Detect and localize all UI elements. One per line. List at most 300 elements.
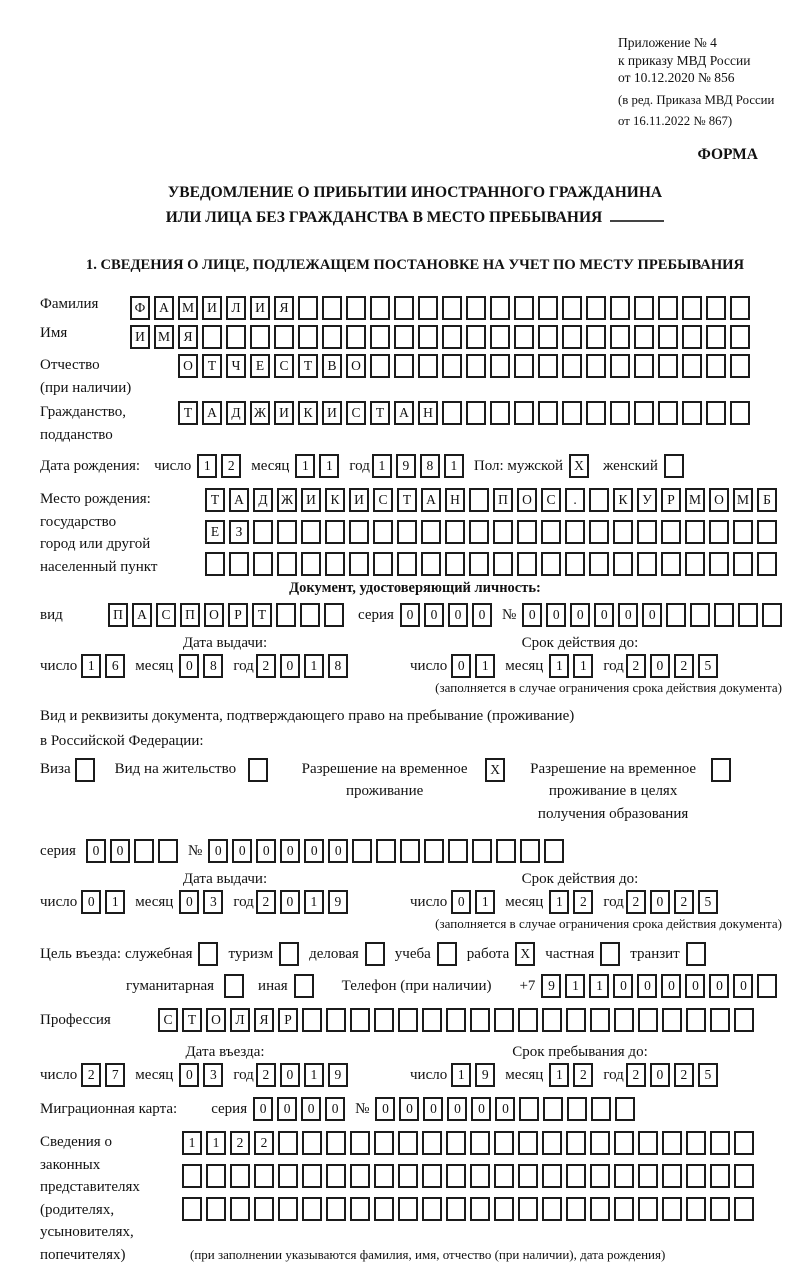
form-cell[interactable]: 5 (698, 654, 718, 678)
form-cell[interactable] (442, 296, 462, 320)
form-cell[interactable] (134, 839, 154, 863)
form-cell[interactable]: 9 (475, 1063, 495, 1087)
form-cell[interactable]: А (202, 401, 222, 425)
form-cell[interactable] (661, 520, 681, 544)
form-cell[interactable]: Т (182, 1008, 202, 1032)
form-cell[interactable] (638, 1131, 658, 1155)
form-cell[interactable]: 0 (448, 603, 468, 627)
form-cell[interactable] (466, 354, 486, 378)
form-cell[interactable]: А (229, 488, 249, 512)
form-cell[interactable]: О (517, 488, 537, 512)
form-cell[interactable] (638, 1008, 658, 1032)
form-cell[interactable] (686, 1131, 706, 1155)
form-cell[interactable]: 0 (280, 654, 300, 678)
form-cell[interactable] (254, 1197, 274, 1221)
form-cell[interactable]: 2 (626, 890, 646, 914)
form-cell[interactable] (437, 942, 457, 966)
form-cell[interactable] (706, 325, 726, 349)
form-cell[interactable] (730, 325, 750, 349)
form-cell[interactable] (494, 1008, 514, 1032)
form-cell[interactable] (662, 1197, 682, 1221)
form-cell[interactable] (205, 552, 225, 576)
form-cell[interactable]: 0 (301, 1097, 321, 1121)
form-cell[interactable] (682, 354, 702, 378)
form-cell[interactable] (446, 1008, 466, 1032)
form-cell[interactable] (614, 1131, 634, 1155)
form-cell[interactable]: 0 (280, 890, 300, 914)
form-cell[interactable]: Т (298, 354, 318, 378)
form-cell[interactable]: 0 (400, 603, 420, 627)
form-cell[interactable] (324, 603, 344, 627)
form-cell[interactable] (248, 758, 268, 782)
form-cell[interactable] (394, 296, 414, 320)
form-cell[interactable] (365, 942, 385, 966)
form-cell[interactable]: 2 (256, 1063, 276, 1087)
form-cell[interactable]: 2 (674, 1063, 694, 1087)
form-cell[interactable] (253, 520, 273, 544)
form-cell[interactable]: 2 (573, 1063, 593, 1087)
form-cell[interactable] (706, 296, 726, 320)
form-cell[interactable]: Ч (226, 354, 246, 378)
form-cell[interactable] (634, 296, 654, 320)
form-cell[interactable] (418, 354, 438, 378)
form-cell[interactable]: Д (253, 488, 273, 512)
form-cell[interactable] (542, 1164, 562, 1188)
form-cell[interactable]: 0 (328, 839, 348, 863)
form-cell[interactable]: 2 (626, 654, 646, 678)
form-cell[interactable]: 1 (304, 1063, 324, 1087)
form-cell[interactable] (75, 758, 95, 782)
form-cell[interactable] (638, 1164, 658, 1188)
form-cell[interactable]: 0 (256, 839, 276, 863)
form-cell[interactable] (637, 552, 657, 576)
form-cell[interactable] (325, 520, 345, 544)
form-cell[interactable]: 1 (475, 654, 495, 678)
form-cell[interactable]: 2 (256, 890, 276, 914)
form-cell[interactable]: 0 (637, 974, 657, 998)
form-cell[interactable] (374, 1164, 394, 1188)
form-cell[interactable]: 1 (105, 890, 125, 914)
form-cell[interactable] (202, 325, 222, 349)
form-cell[interactable]: 3 (203, 890, 223, 914)
form-cell[interactable]: Т (252, 603, 272, 627)
form-cell[interactable] (658, 401, 678, 425)
form-cell[interactable] (466, 401, 486, 425)
form-cell[interactable]: О (709, 488, 729, 512)
form-cell[interactable] (600, 942, 620, 966)
form-cell[interactable] (538, 401, 558, 425)
form-cell[interactable] (586, 354, 606, 378)
form-cell[interactable] (590, 1008, 610, 1032)
form-cell[interactable] (374, 1197, 394, 1221)
form-cell[interactable]: 2 (674, 890, 694, 914)
form-cell[interactable]: 2 (573, 890, 593, 914)
form-cell[interactable]: 1 (589, 974, 609, 998)
form-cell[interactable] (757, 974, 777, 998)
form-cell[interactable]: 2 (81, 1063, 101, 1087)
form-cell[interactable] (326, 1008, 346, 1032)
form-cell[interactable]: 0 (280, 839, 300, 863)
form-cell[interactable]: 1 (549, 890, 569, 914)
form-cell[interactable] (738, 603, 758, 627)
form-cell[interactable] (445, 552, 465, 576)
form-cell[interactable] (614, 1197, 634, 1221)
form-cell[interactable] (490, 354, 510, 378)
form-cell[interactable] (346, 325, 366, 349)
form-cell[interactable]: 2 (674, 654, 694, 678)
form-cell[interactable] (565, 552, 585, 576)
form-cell[interactable]: 0 (570, 603, 590, 627)
form-cell[interactable]: 1 (549, 654, 569, 678)
form-cell[interactable]: М (154, 325, 174, 349)
form-cell[interactable] (230, 1197, 250, 1221)
form-cell[interactable] (710, 1164, 730, 1188)
form-cell[interactable] (538, 354, 558, 378)
form-cell[interactable] (514, 325, 534, 349)
form-cell[interactable]: 2 (254, 1131, 274, 1155)
form-cell[interactable]: Е (205, 520, 225, 544)
form-cell[interactable] (182, 1164, 202, 1188)
form-cell[interactable] (730, 296, 750, 320)
form-cell[interactable]: В (322, 354, 342, 378)
form-cell[interactable] (326, 1164, 346, 1188)
form-cell[interactable] (490, 296, 510, 320)
form-cell[interactable]: Б (757, 488, 777, 512)
form-cell[interactable]: 0 (110, 839, 130, 863)
form-cell[interactable]: 1 (206, 1131, 226, 1155)
form-cell[interactable] (514, 296, 534, 320)
form-cell[interactable] (706, 401, 726, 425)
form-cell[interactable] (685, 520, 705, 544)
form-cell[interactable]: . (565, 488, 585, 512)
form-cell[interactable]: 0 (451, 654, 471, 678)
form-cell[interactable] (494, 1164, 514, 1188)
form-cell[interactable] (514, 354, 534, 378)
form-cell[interactable] (422, 1008, 442, 1032)
form-cell[interactable]: 9 (328, 890, 348, 914)
form-cell[interactable] (662, 1008, 682, 1032)
form-cell[interactable] (682, 401, 702, 425)
form-cell[interactable] (424, 839, 444, 863)
form-cell[interactable] (520, 839, 540, 863)
form-cell[interactable] (346, 296, 366, 320)
form-cell[interactable]: 0 (179, 890, 199, 914)
form-cell[interactable] (277, 520, 297, 544)
form-cell[interactable] (472, 839, 492, 863)
form-cell[interactable] (586, 296, 606, 320)
form-cell[interactable] (686, 1008, 706, 1032)
form-cell[interactable] (544, 839, 564, 863)
form-cell[interactable]: 0 (81, 890, 101, 914)
form-cell[interactable]: 0 (423, 1097, 443, 1121)
form-cell[interactable] (709, 520, 729, 544)
form-cell[interactable]: Ж (277, 488, 297, 512)
form-cell[interactable] (470, 1197, 490, 1221)
form-cell[interactable] (469, 520, 489, 544)
form-cell[interactable] (589, 520, 609, 544)
form-cell[interactable] (350, 1197, 370, 1221)
form-cell[interactable] (666, 603, 686, 627)
form-cell[interactable] (198, 942, 218, 966)
form-cell[interactable] (422, 1164, 442, 1188)
form-cell[interactable]: Р (661, 488, 681, 512)
form-cell[interactable] (733, 552, 753, 576)
form-cell[interactable] (421, 552, 441, 576)
form-cell[interactable] (277, 552, 297, 576)
form-cell[interactable] (730, 354, 750, 378)
form-cell[interactable] (538, 325, 558, 349)
form-cell[interactable]: 0 (280, 1063, 300, 1087)
form-cell[interactable]: 0 (650, 1063, 670, 1087)
form-cell[interactable] (710, 1131, 730, 1155)
form-cell[interactable] (494, 1197, 514, 1221)
form-cell[interactable] (565, 520, 585, 544)
form-cell[interactable]: 0 (613, 974, 633, 998)
form-cell[interactable] (302, 1164, 322, 1188)
form-cell[interactable] (686, 1197, 706, 1221)
form-cell[interactable]: 1 (549, 1063, 569, 1087)
form-cell[interactable] (325, 552, 345, 576)
form-cell[interactable] (370, 354, 390, 378)
form-cell[interactable]: О (204, 603, 224, 627)
form-cell[interactable] (591, 1097, 611, 1121)
form-cell[interactable]: Л (230, 1008, 250, 1032)
form-cell[interactable]: И (202, 296, 222, 320)
form-cell[interactable] (294, 974, 314, 998)
form-cell[interactable] (250, 325, 270, 349)
form-cell[interactable] (298, 296, 318, 320)
form-cell[interactable]: 0 (208, 839, 228, 863)
form-cell[interactable] (734, 1008, 754, 1032)
form-cell[interactable]: 0 (685, 974, 705, 998)
form-cell[interactable]: А (154, 296, 174, 320)
form-cell[interactable]: 0 (179, 1063, 199, 1087)
form-cell[interactable] (158, 839, 178, 863)
form-cell[interactable]: Т (205, 488, 225, 512)
form-cell[interactable] (734, 1131, 754, 1155)
form-cell[interactable]: К (613, 488, 633, 512)
form-cell[interactable]: 0 (546, 603, 566, 627)
form-cell[interactable]: 0 (447, 1097, 467, 1121)
form-cell[interactable]: 2 (230, 1131, 250, 1155)
form-cell[interactable] (658, 296, 678, 320)
form-cell[interactable] (300, 603, 320, 627)
form-cell[interactable] (541, 520, 561, 544)
form-cell[interactable] (613, 552, 633, 576)
form-cell[interactable]: 0 (232, 839, 252, 863)
form-cell[interactable] (734, 1197, 754, 1221)
form-cell[interactable]: И (130, 325, 150, 349)
form-cell[interactable]: 0 (471, 1097, 491, 1121)
form-cell[interactable] (398, 1008, 418, 1032)
form-cell[interactable]: 9 (541, 974, 561, 998)
form-cell[interactable]: Ф (130, 296, 150, 320)
form-cell[interactable]: Д (226, 401, 246, 425)
form-cell[interactable] (562, 354, 582, 378)
form-cell[interactable] (370, 325, 390, 349)
form-cell[interactable] (230, 1164, 250, 1188)
form-cell[interactable] (658, 354, 678, 378)
form-cell[interactable]: И (349, 488, 369, 512)
form-cell[interactable]: 2 (256, 654, 276, 678)
form-cell[interactable] (466, 325, 486, 349)
form-cell[interactable] (278, 1131, 298, 1155)
form-cell[interactable] (685, 552, 705, 576)
form-cell[interactable]: 1 (197, 454, 217, 478)
form-cell[interactable] (610, 401, 630, 425)
form-cell[interactable]: 0 (642, 603, 662, 627)
form-cell[interactable] (542, 1008, 562, 1032)
form-cell[interactable] (254, 1164, 274, 1188)
form-cell[interactable] (566, 1131, 586, 1155)
form-cell[interactable] (682, 325, 702, 349)
form-cell[interactable] (322, 325, 342, 349)
form-cell[interactable] (229, 552, 249, 576)
form-cell[interactable] (398, 1164, 418, 1188)
form-cell[interactable]: А (421, 488, 441, 512)
form-cell[interactable] (590, 1197, 610, 1221)
form-cell[interactable] (493, 552, 513, 576)
form-cell[interactable]: 8 (420, 454, 440, 478)
form-cell[interactable] (418, 325, 438, 349)
form-cell[interactable] (518, 1131, 538, 1155)
form-cell[interactable] (373, 520, 393, 544)
form-cell[interactable] (278, 1164, 298, 1188)
form-cell[interactable]: У (637, 488, 657, 512)
form-cell[interactable]: Я (254, 1008, 274, 1032)
form-cell[interactable] (613, 520, 633, 544)
form-cell[interactable] (446, 1164, 466, 1188)
form-cell[interactable] (373, 552, 393, 576)
form-cell[interactable] (442, 354, 462, 378)
form-cell[interactable] (664, 454, 684, 478)
form-cell[interactable] (349, 552, 369, 576)
form-cell[interactable] (490, 401, 510, 425)
form-cell[interactable] (394, 325, 414, 349)
form-cell[interactable] (734, 1164, 754, 1188)
form-cell[interactable] (518, 1164, 538, 1188)
form-cell[interactable] (445, 520, 465, 544)
form-cell[interactable]: Л (226, 296, 246, 320)
form-cell[interactable] (519, 1097, 539, 1121)
form-cell[interactable] (276, 603, 296, 627)
form-cell[interactable] (610, 354, 630, 378)
form-cell[interactable]: К (298, 401, 318, 425)
form-cell[interactable]: А (394, 401, 414, 425)
form-cell[interactable] (350, 1164, 370, 1188)
form-cell[interactable]: О (206, 1008, 226, 1032)
form-cell[interactable]: Т (202, 354, 222, 378)
form-cell[interactable] (662, 1131, 682, 1155)
form-cell[interactable] (610, 325, 630, 349)
form-cell[interactable]: 1 (182, 1131, 202, 1155)
form-cell[interactable] (518, 1008, 538, 1032)
form-cell[interactable]: 0 (399, 1097, 419, 1121)
form-cell[interactable] (442, 401, 462, 425)
form-cell[interactable] (279, 942, 299, 966)
form-cell[interactable] (733, 520, 753, 544)
form-cell[interactable]: М (685, 488, 705, 512)
form-cell[interactable]: 1 (295, 454, 315, 478)
form-cell[interactable] (543, 1097, 563, 1121)
form-cell[interactable]: И (250, 296, 270, 320)
form-cell[interactable] (302, 1197, 322, 1221)
form-cell[interactable]: 0 (472, 603, 492, 627)
form-cell[interactable]: Т (178, 401, 198, 425)
form-cell[interactable]: 0 (375, 1097, 395, 1121)
form-cell[interactable]: 3 (203, 1063, 223, 1087)
form-cell[interactable] (662, 1164, 682, 1188)
form-cell[interactable]: X (485, 758, 505, 782)
form-cell[interactable]: Я (178, 325, 198, 349)
form-cell[interactable]: М (178, 296, 198, 320)
form-cell[interactable]: С (541, 488, 561, 512)
form-cell[interactable]: 8 (203, 654, 223, 678)
form-cell[interactable] (376, 839, 396, 863)
form-cell[interactable]: X (569, 454, 589, 478)
form-cell[interactable] (711, 758, 731, 782)
form-cell[interactable] (394, 354, 414, 378)
form-cell[interactable] (566, 1008, 586, 1032)
form-cell[interactable] (466, 296, 486, 320)
form-cell[interactable]: М (733, 488, 753, 512)
form-cell[interactable] (206, 1197, 226, 1221)
form-cell[interactable] (614, 1164, 634, 1188)
form-cell[interactable] (589, 552, 609, 576)
form-cell[interactable] (610, 296, 630, 320)
form-cell[interactable]: 1 (444, 454, 464, 478)
form-cell[interactable] (517, 552, 537, 576)
form-cell[interactable]: 0 (86, 839, 106, 863)
form-cell[interactable] (706, 354, 726, 378)
form-cell[interactable] (682, 296, 702, 320)
form-cell[interactable] (274, 325, 294, 349)
form-cell[interactable] (634, 401, 654, 425)
form-cell[interactable]: 0 (424, 603, 444, 627)
form-cell[interactable] (446, 1131, 466, 1155)
form-cell[interactable]: X (515, 942, 535, 966)
form-cell[interactable] (567, 1097, 587, 1121)
form-cell[interactable] (326, 1197, 346, 1221)
form-cell[interactable] (562, 401, 582, 425)
form-cell[interactable]: 5 (698, 890, 718, 914)
form-cell[interactable] (370, 296, 390, 320)
form-cell[interactable] (397, 552, 417, 576)
form-cell[interactable]: И (322, 401, 342, 425)
form-cell[interactable] (350, 1131, 370, 1155)
form-cell[interactable] (298, 325, 318, 349)
form-cell[interactable]: 8 (328, 654, 348, 678)
form-cell[interactable]: А (132, 603, 152, 627)
form-cell[interactable]: П (180, 603, 200, 627)
form-cell[interactable] (710, 1008, 730, 1032)
form-cell[interactable] (615, 1097, 635, 1121)
form-cell[interactable] (421, 520, 441, 544)
form-cell[interactable]: 7 (105, 1063, 125, 1087)
form-cell[interactable] (422, 1131, 442, 1155)
form-cell[interactable] (517, 520, 537, 544)
form-cell[interactable] (542, 1197, 562, 1221)
form-cell[interactable] (349, 520, 369, 544)
form-cell[interactable] (590, 1164, 610, 1188)
form-cell[interactable]: С (274, 354, 294, 378)
form-cell[interactable] (518, 1197, 538, 1221)
form-cell[interactable] (422, 1197, 442, 1221)
form-cell[interactable] (442, 325, 462, 349)
form-cell[interactable] (714, 603, 734, 627)
form-cell[interactable]: 9 (328, 1063, 348, 1087)
form-cell[interactable]: 0 (253, 1097, 273, 1121)
